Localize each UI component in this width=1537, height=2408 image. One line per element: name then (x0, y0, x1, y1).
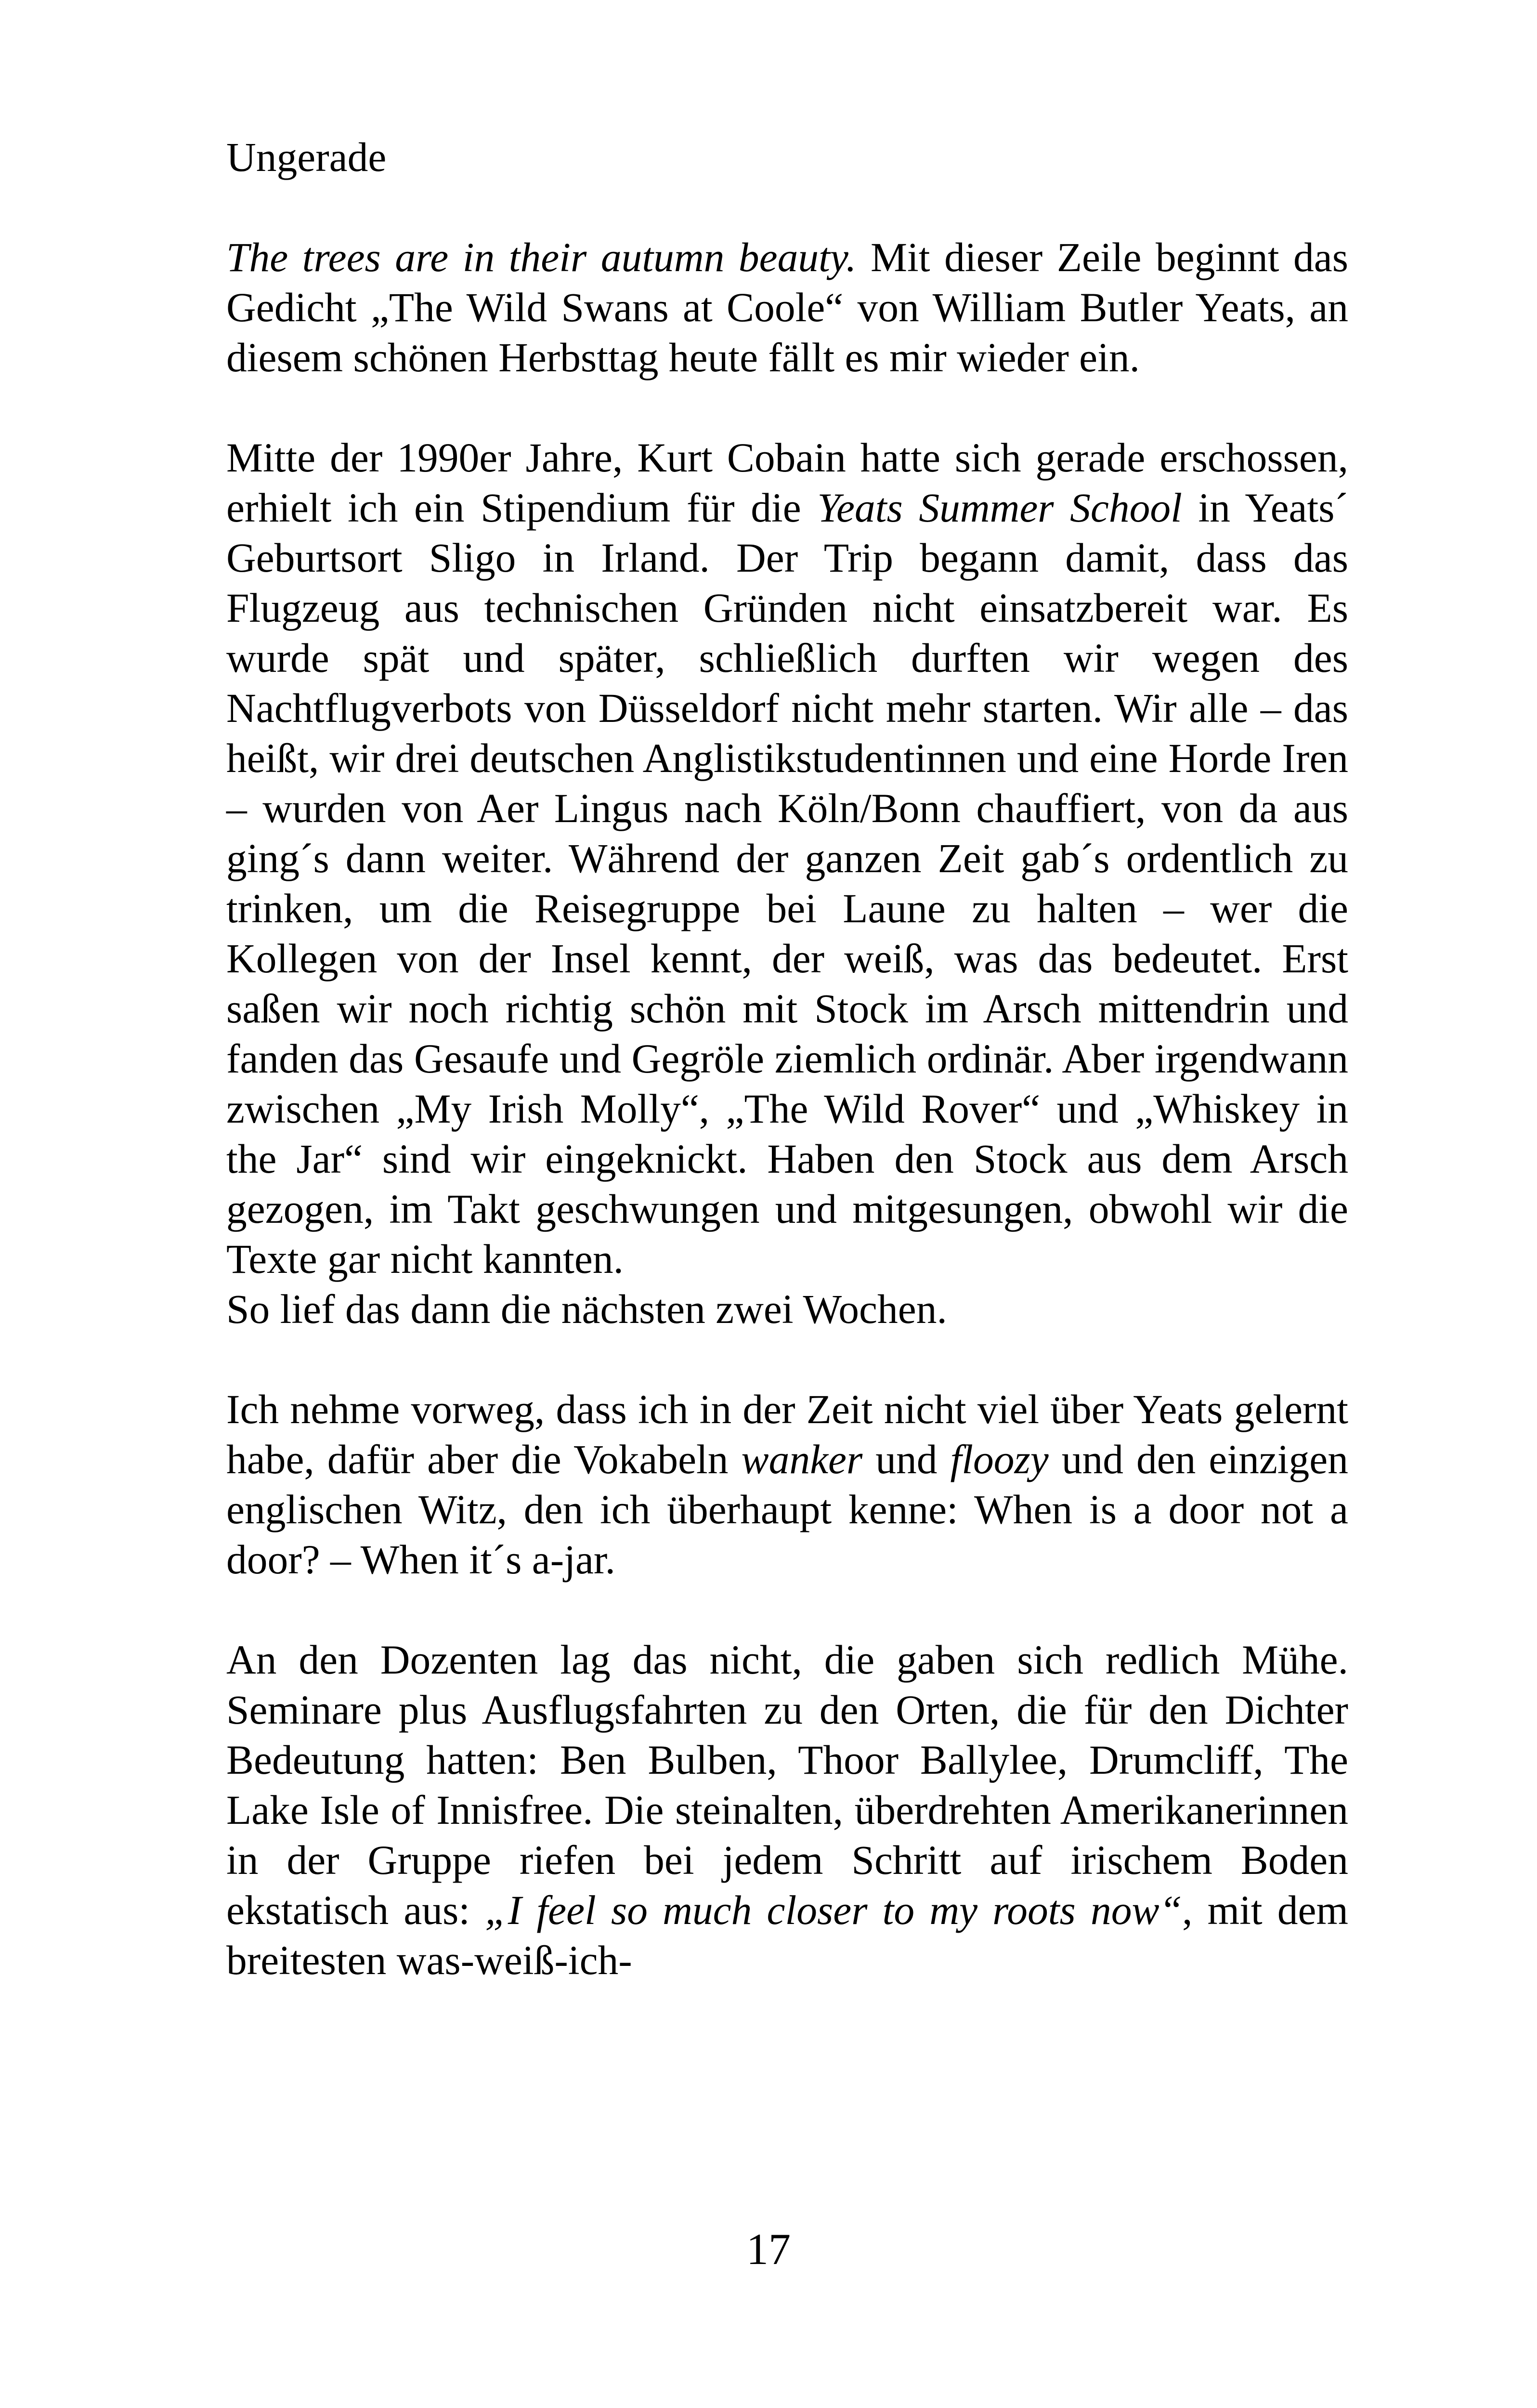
floozy-italic: floozy (950, 1437, 1049, 1482)
paragraph-4-text-b: und (862, 1437, 951, 1482)
page-number: 17 (746, 2225, 791, 2274)
paragraph-5 (226, 1635, 1348, 1986)
paragraph-4-text-a: Ich nehme vorweg, dass ich in der Zeit nicht viel über Yeats gelernt habe, dafür aber die Vokabeln (226, 1387, 1348, 1482)
poem-quote-italic: The trees are in their autumn beauty. (226, 235, 857, 280)
paragraph-1 (226, 233, 1348, 383)
page-body (226, 132, 1348, 1986)
paragraph-2-text-b: in Yeats´ Geburtsort Sligo in Irland. Der Trip begann damit, dass das Flugzeug aus technischen Gründen nicht einsatzbereit war. Es wurde spät und später, schließlich durften wir wegen des Nachtflugverbots von Düsseldorf nicht mehr starten. Wir alle – das heißt, wir drei deutschen Anglistikstudentinnen und eine Horde Iren – wurden von Aer Lingus nach Köln/Bonn chauffiert, von da aus ging´s dann weiter. Während der ganzen Zeit gab´s ordentlich zu trinken, um die Reisegruppe bei Laune zu halten – wer die Kollegen von der Insel kennt, der weiß, was das bedeutet. Erst saßen wir noch richtig schön mit Stock im Arsch mittendrin und fanden das Gesaufe und Gegröle ziemlich ordinär. Aber irgendwann zwischen „My Irish Molly“, „The Wild Rover“ und „Whiskey in the Jar“ sind wir eingeknickt. Haben den Stock aus dem Arsch gezogen, im Takt geschwungen und mitgesungen, obwohl wir die Texte gar nicht kannten. (226, 485, 1348, 1282)
chapter-title: Ungerade (226, 135, 387, 180)
paragraph-5-text-b: , mit dem breitesten was-weiß-ich- (226, 1888, 1348, 1983)
paragraph-4-text-c: und den einzigen englischen Witz, den ich überhaupt kenne: When is a door not a door? – When it´s a-jar. (226, 1437, 1349, 1583)
wanker-italic: wanker (741, 1437, 863, 1482)
roots-quote-italic: „I feel so much closer to my roots now“ (485, 1888, 1183, 1933)
paragraph-1-text: Mit dieser Zeile beginnt das Gedicht „The Wild Swans at Coole“ von William Butler Yeats, an diesem schönen Herbsttag heute fällt es mir wieder ein. (226, 235, 1348, 380)
paragraph-3: So lief das dann die nächsten zwei Wochen. (226, 1287, 947, 1332)
paragraph-5-text-a: An den Dozenten lag das nicht, die gaben sich redlich Mühe. Seminare plus Ausflugsfahrten zu den Orten, die für den Dichter Bedeutung hatten: Ben Bulben, Thoor Ballylee, Drumcliff, The Lake Isle of Innisfree. Die steinalten, überdrehten Amerikanerinnen in der Gruppe riefen bei jedem Schritt auf irischem Boden ekstatisch aus: (226, 1637, 1348, 1933)
paragraph-2 (226, 433, 1348, 1284)
paragraph-2-text-a: Mitte der 1990er Jahre, Kurt Cobain hatte sich gerade erschossen, erhielt ich ein Stipendium für die (226, 435, 1348, 531)
paragraph-4 (226, 1385, 1348, 1585)
summer-school-italic: Yeats Summer School (817, 485, 1182, 531)
